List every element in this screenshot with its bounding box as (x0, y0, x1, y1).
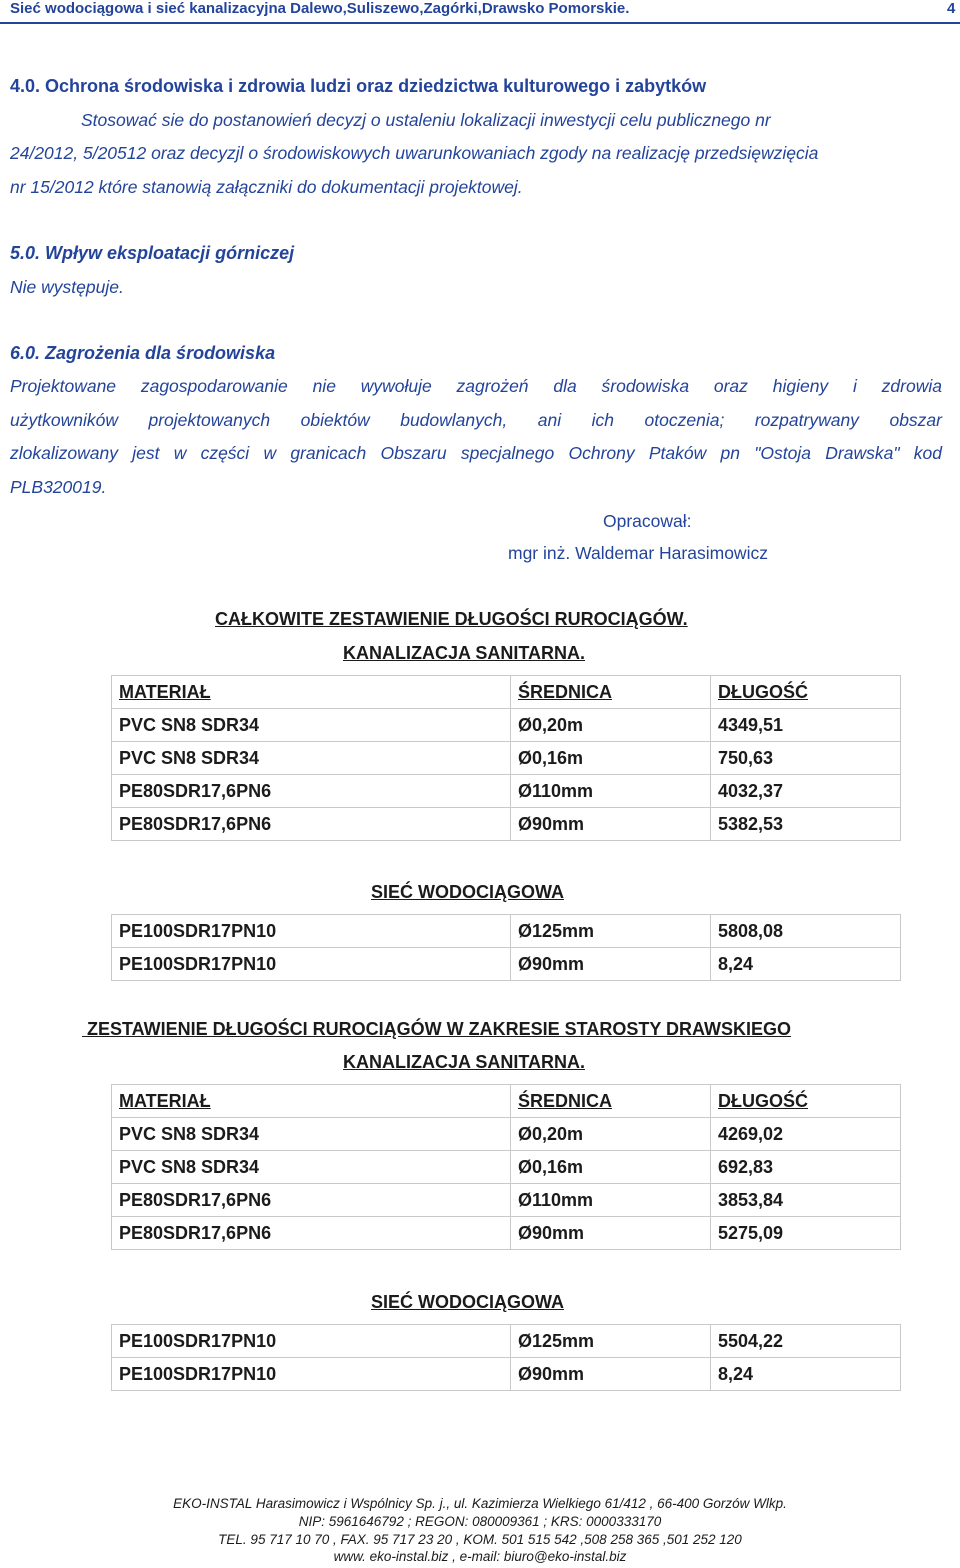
cell-length: 5504,22 (711, 1325, 901, 1358)
cell-material: PE100SDR17PN10 (112, 1358, 511, 1391)
header-title: Sieć wodociągowa i sieć kanalizacyjna Dalewo,Suliszewo,Zagórki,Drawsko Pomorskie. (10, 0, 630, 17)
cell-diameter: Ø110mm (511, 1184, 711, 1217)
table-row (112, 1151, 901, 1184)
footer-company: EKO-INSTAL Harasimowicz i Wspólnicy Sp. j., ul. Kazimierza Wielkiego 61/412 , 66-400 Gorzów Wlkp. (173, 1496, 787, 1511)
table-row (112, 775, 901, 808)
page-number: 4 (947, 0, 956, 17)
cell-length: 4349,51 (711, 709, 901, 742)
section-6-line-1: Projektowane zagospodarowanie nie wywołuje zagrożeń dla środowiska oraz higieny i zdrowia (10, 376, 942, 396)
summary-1-sewer-heading: KANALIZACJA SANITARNA. (343, 643, 585, 663)
cell-material: PVC SN8 SDR34 (112, 1118, 511, 1151)
table-row (112, 1217, 901, 1250)
cell-length: 8,24 (711, 1358, 901, 1391)
summary-2-sewer-heading: KANALIZACJA SANITARNA. (343, 1052, 585, 1072)
cell-length: 4032,37 (711, 775, 901, 808)
footer-registration: NIP: 5961646792 ; REGON: 080009361 ; KRS: 0000333170 (298, 1514, 662, 1529)
cell-material: PE80SDR17,6PN6 (112, 1184, 511, 1217)
cell-material: PE100SDR17PN10 (112, 948, 511, 981)
section-6-line-3: zlokalizowany jest w części w granicach Obszaru specjalnego Ochrony Ptaków pn "Ostoja Drawska" kod (10, 443, 942, 463)
section-4-line-2: 24/2012, 5/20512 oraz decyzjl o środowiskowych uwarunkowaniach zgody na realizację przedsięwzięcia (10, 143, 819, 163)
summary-1-water-heading: SIEĆ WODOCIĄGOWA (371, 882, 564, 902)
header-material: MATERIAŁ (112, 676, 511, 709)
summary-1-title: CAŁKOWITE ZESTAWIENIE DŁUGOŚCI RUROCIĄGÓW. (215, 609, 688, 629)
cell-length: 8,24 (711, 948, 901, 981)
section-5-heading: 5.0. Wpływ eksploatacji górniczej (10, 243, 295, 263)
table-row (112, 808, 901, 841)
table-row (112, 709, 901, 742)
cell-diameter: Ø0,20m (511, 709, 711, 742)
footer-web-email: www. eko-instal.biz , e-mail: biuro@eko-instal.biz (333, 1549, 627, 1564)
section-6-line-4: PLB320019. (10, 477, 107, 497)
cell-material: PE100SDR17PN10 (112, 1325, 511, 1358)
document-header (10, 0, 960, 17)
header-diameter: ŚREDNICA (511, 1085, 711, 1118)
cell-length: 750,63 (711, 742, 901, 775)
footer-phones: TEL. 95 717 10 70 , FAX. 95 717 23 20 , KOM. 501 515 542 ,508 258 365 ,501 252 120 (218, 1532, 742, 1547)
cell-diameter: Ø90mm (511, 1358, 711, 1391)
cell-diameter: Ø90mm (511, 948, 711, 981)
cell-material: PVC SN8 SDR34 (112, 742, 511, 775)
cell-diameter: Ø125mm (511, 915, 711, 948)
signature-label: Opracował: (603, 511, 692, 531)
cell-material: PE80SDR17,6PN6 (112, 775, 511, 808)
table-header-row (112, 676, 901, 709)
cell-diameter: Ø90mm (511, 808, 711, 841)
table-row (112, 742, 901, 775)
cell-material: PE80SDR17,6PN6 (112, 808, 511, 841)
section-4-line-1: Stosować sie do postanowień decyzj o ustaleniu lokalizacji inwestycji celu publicznego nr (81, 110, 771, 130)
cell-length: 3853,84 (711, 1184, 901, 1217)
table-row (112, 948, 901, 981)
cell-diameter: Ø110mm (511, 775, 711, 808)
cell-length: 692,83 (711, 1151, 901, 1184)
cell-diameter: Ø0,16m (511, 1151, 711, 1184)
cell-diameter: Ø0,16m (511, 742, 711, 775)
summary-1-sewer-table (111, 675, 901, 841)
cell-length: 5382,53 (711, 808, 901, 841)
header-length: DŁUGOŚĆ (711, 1085, 901, 1118)
signature-name: mgr inż. Waldemar Harasimowicz (508, 543, 768, 563)
cell-material: PE80SDR17,6PN6 (112, 1217, 511, 1250)
cell-material: PE100SDR17PN10 (112, 915, 511, 948)
summary-2-water-table (111, 1324, 901, 1391)
section-4-heading: 4.0. Ochrona środowiska i zdrowia ludzi oraz dziedzictwa kulturowego i zabytków (10, 76, 707, 96)
table-row (112, 1118, 901, 1151)
header-diameter: ŚREDNICA (511, 676, 711, 709)
cell-length: 5275,09 (711, 1217, 901, 1250)
cell-length: 5808,08 (711, 915, 901, 948)
summary-2-sewer-table (111, 1084, 901, 1250)
cell-material: PVC SN8 SDR34 (112, 1151, 511, 1184)
summary-2-water-heading: SIEĆ WODOCIĄGOWA (371, 1292, 564, 1312)
header-material: MATERIAŁ (112, 1085, 511, 1118)
section-5-text: Nie występuje. (10, 277, 124, 297)
table-header-row (112, 1085, 901, 1118)
section-6-line-2: użytkowników projektowanych obiektów budowlanych, ani ich otoczenia; rozpatrywany obszar (10, 410, 942, 430)
header-rule (0, 22, 960, 24)
cell-diameter: Ø125mm (511, 1325, 711, 1358)
header-length: DŁUGOŚĆ (711, 676, 901, 709)
cell-diameter: Ø90mm (511, 1217, 711, 1250)
section-6-heading: 6.0. Zagrożenia dla środowiska (10, 343, 276, 363)
table-row (112, 915, 901, 948)
section-4-line-3: nr 15/2012 które stanowią załączniki do dokumentacji projektowej. (10, 177, 523, 197)
cell-diameter: Ø0,20m (511, 1118, 711, 1151)
table-row (112, 1325, 901, 1358)
summary-1-water-table (111, 914, 901, 981)
table-row (112, 1358, 901, 1391)
summary-2-title: ZESTAWIENIE DŁUGOŚCI RUROCIĄGÓW W ZAKRESIE STAROSTY DRAWSKIEGO (82, 1019, 792, 1039)
cell-material: PVC SN8 SDR34 (112, 709, 511, 742)
cell-length: 4269,02 (711, 1118, 901, 1151)
table-row (112, 1184, 901, 1217)
